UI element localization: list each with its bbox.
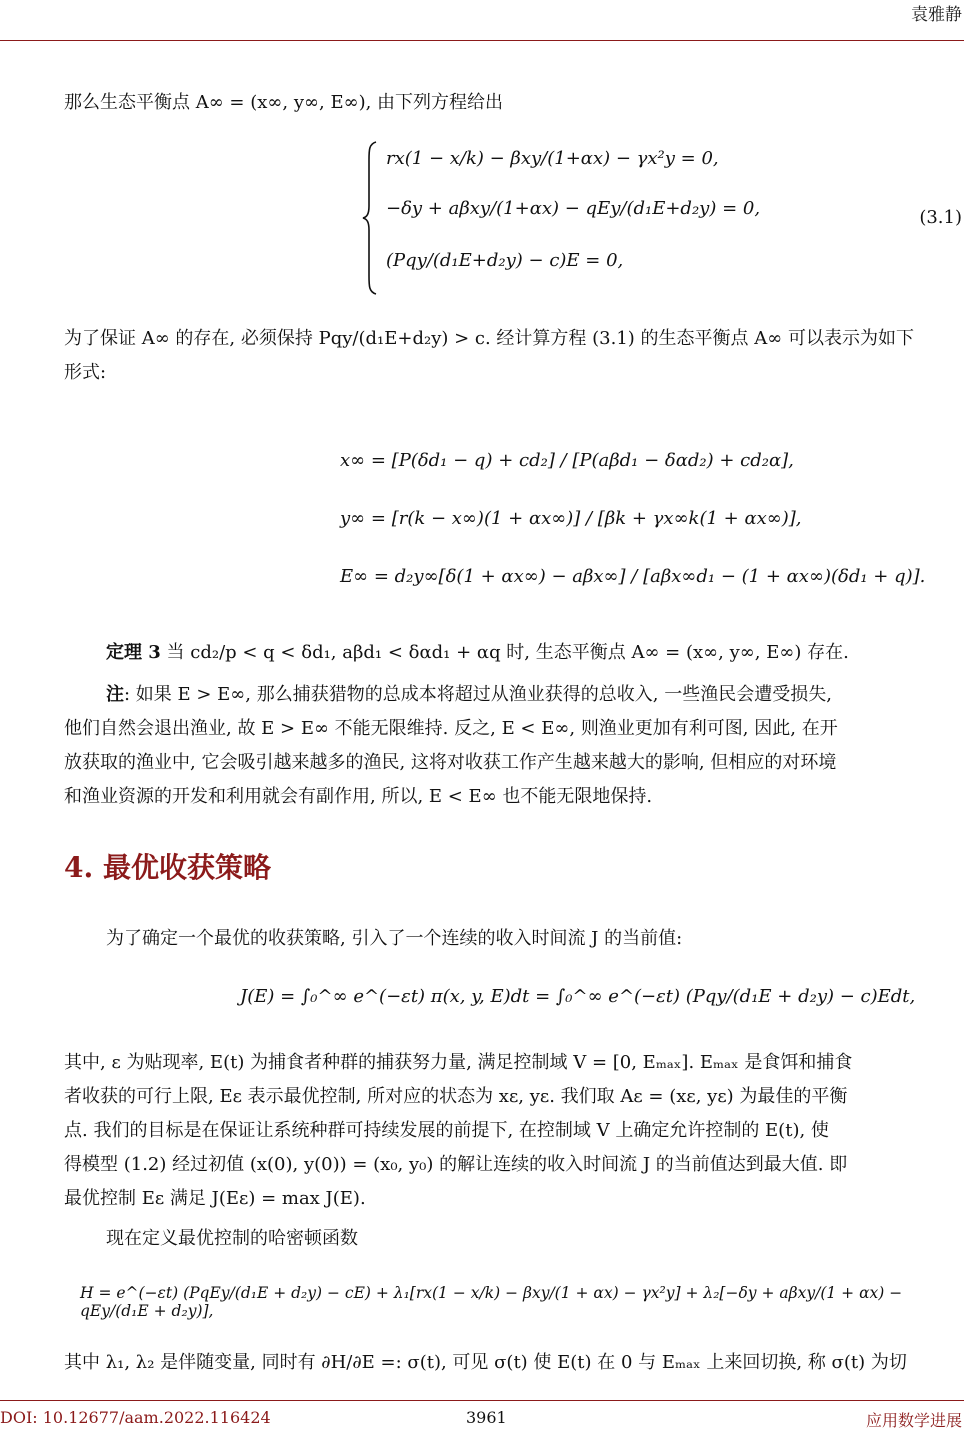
strategy-paragraph: 为了确定一个最优的收获策略, 引入了一个连续的收入时间流 J 的当前值: [106, 928, 683, 949]
section-title: 4. 最优收获策略 [64, 851, 271, 884]
footer-journal-name: 应用数学进展 [865, 1411, 962, 1430]
system-equation-1: rx(1 − x/k) − βxy/(1+αx) − γx²y = 0, [386, 148, 719, 169]
note-label: 注 [106, 684, 124, 705]
system-brace [362, 140, 378, 296]
definition-line-5: 最优控制 Eε 满足 J(Eε) = max J(E). [64, 1188, 366, 1209]
last-paragraph: 其中 λ₁, λ₂ 是伴随变量, 同时有 ∂H/∂E =: σ(t), 可见 σ(t) 使 E(t) 在 0 与 Eₘₐₓ 上来回切换, 称 σ(t) 为切 [64, 1352, 907, 1373]
header-author: 袁雅静 [911, 5, 962, 25]
system-equation-2: −δy + aβxy/(1+αx) − qEy/(d₁E+d₂y) = 0, [386, 198, 761, 219]
system-equation-3: (Pqy/(d₁E+d₂y) − c)E = 0, [386, 250, 624, 271]
hamiltonian-paragraph: 现在定义最优控制的哈密顿函数 [106, 1228, 358, 1249]
solution-e: E∞ = d₂y∞[δ(1 + αx∞) − aβx∞] / [aβx∞d₁ − (1 + αx∞)(δd₁ + q)]. [340, 566, 926, 587]
header-rule [0, 40, 964, 41]
note-line-1 [106, 678, 964, 712]
equation-number: (3.1) [919, 207, 962, 228]
theorem-3 [106, 636, 964, 670]
note-line-4: 和渔业资源的开发和利用就会有副作用, 所以, E < E∞ 也不能无限地保持. [64, 786, 653, 807]
definition-line-1: 其中, ε 为贴现率, E(t) 为捕食者种群的捕获努力量, 满足控制域 V = [0, Eₘₐₓ]. Eₘₐₓ 是食饵和捕食 [64, 1052, 853, 1073]
definition-line-2: 者收获的可行上限, Eε 表示最优控制, 所对应的状态为 xε, yε. 我们取 Aε = (xε, yε) 为最佳的平衡 [64, 1086, 848, 1107]
equation-H: H = e^(−εt) (PqEy/(d₁E + d₂y) − cE) + λ₁[rx(1 − x/k) − βxy/(1 + αx) − γx²y] + λ₂[−δy + aβxy/(1 + αx) − qEy/(d₁E + d₂y)], [80, 1284, 903, 1320]
existence-paragraph-line-1: 为了保证 A∞ 的存在, 必须保持 Pqy/(d₁E+d₂y) > c. 经计算方程 (3.1) 的生态平衡点 A∞ 可以表示为如下 [64, 328, 914, 349]
footer-doi-link[interactable]: DOI: 10.12677/aam.2022.116424 [0, 1408, 271, 1427]
note-line-2: 他们自然会退出渔业, 故 E > E∞ 不能无限维持. 反之, E < E∞, 则渔业更加有利可图, 因此, 在开 [64, 718, 838, 739]
solution-y: y∞ = [r(k − x∞)(1 + αx∞)] / [βk + γx∞k(1 + αx∞)], [340, 508, 802, 529]
theorem-label: 定理 3 [106, 642, 161, 663]
equation-J: J(E) = ∫₀^∞ e^(−εt) π(x, y, E)dt = ∫₀^∞ e^(−εt) (Pqy/(d₁E + d₂y) − c)Edt, [240, 986, 916, 1007]
definition-line-3: 点. 我们的目标是在保证让系统种群可持续发展的前提下, 在控制域 V 上确定允许控制的 E(t), 使 [64, 1120, 829, 1141]
theorem-text: 当 cd₂/p < q < δd₁, aβd₁ < δαd₁ + αq 时, 生态平衡点 A∞ = (x∞, y∞, E∞) 存在. [166, 642, 849, 663]
solution-x: x∞ = [P(δd₁ − q) + cd₂] / [P(aβd₁ − δαd₂) + cd₂α], [340, 450, 794, 471]
intro-paragraph: 那么生态平衡点 A∞ = (x∞, y∞, E∞), 由下列方程给出 [64, 92, 504, 113]
note-text-1: : 如果 E > E∞, 那么捕获猎物的总成本将超过从渔业获得的总收入, 一些渔民会遭受损失, [124, 684, 832, 705]
note-line-3: 放获取的渔业中, 它会吸引越来越多的渔民, 这将对收获工作产生越来越大的影响, 但相应的对环境 [64, 752, 837, 773]
footer-page-number: 3961 [466, 1408, 507, 1427]
existence-paragraph-line-2: 形式: [64, 362, 107, 383]
definition-line-4: 得模型 (1.2) 经过初值 (x(0), y(0)) = (x₀, y₀) 的解让连续的收入时间流 J 的当前值达到最大值. 即 [64, 1154, 848, 1175]
footer-rule [0, 1400, 964, 1401]
